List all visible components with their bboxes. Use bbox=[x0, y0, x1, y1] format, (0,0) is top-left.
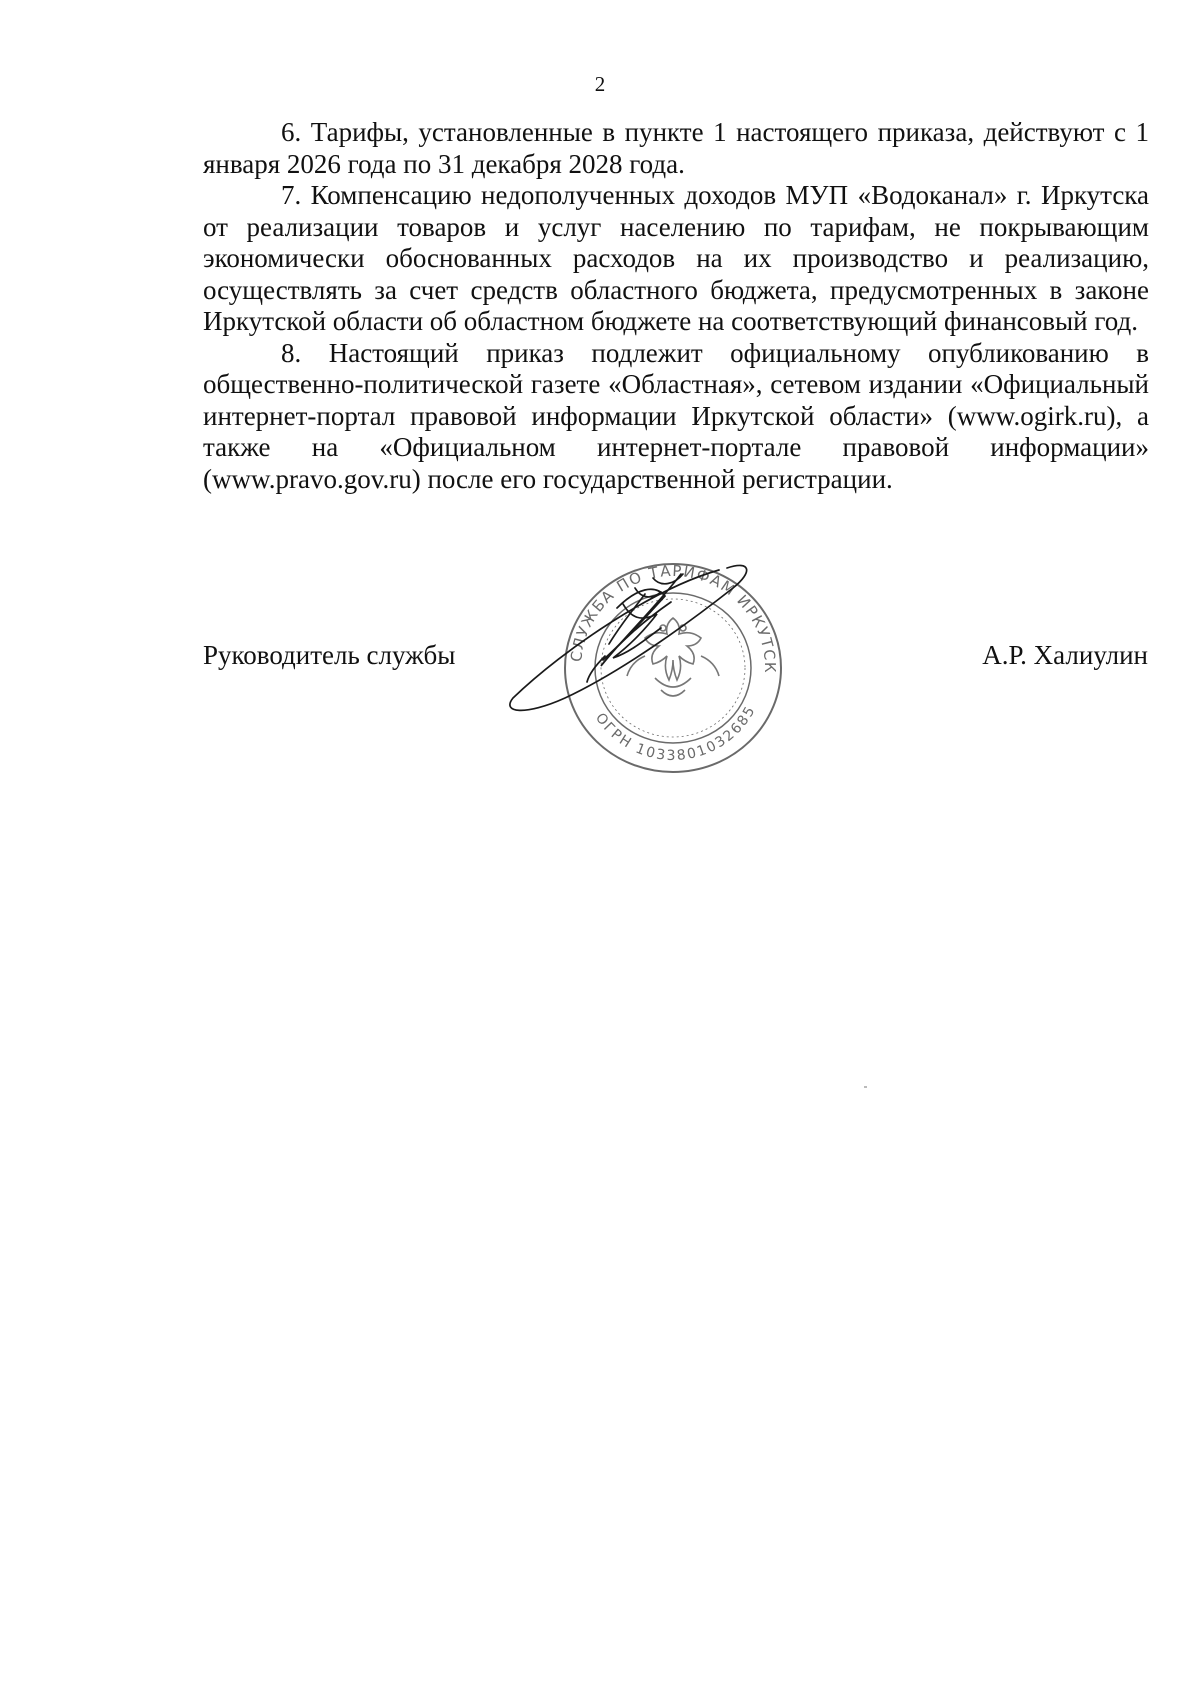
seal-text bbox=[548, 548, 779, 764]
signatory-position: Руководитель службы bbox=[203, 640, 456, 670]
signatory-name: А.Р. Халиулин bbox=[982, 640, 1148, 670]
seal-ogrn-text: ОГРН 1033801032685 bbox=[591, 702, 760, 765]
paragraph-7 bbox=[203, 180, 1149, 338]
seal-outer-text: СЛУЖБА ПО ТАРИФАМ ИРКУТСК bbox=[567, 561, 780, 675]
paragraph-7-text: 7. Компенсацию недополученных доходов МУП «Водоканал» г. Иркутска от реализации товаров и услуг населению по тарифам, не покрывающим экономически обоснованных расходов на их производство и реализацию, осуществлять за счет средств областного бюджета, предусмотренных в законе Иркутской области об областном бюджете на соответствующий финансовый год. bbox=[203, 180, 1149, 336]
paragraph-8 bbox=[203, 338, 1149, 496]
official-seal-with-signature bbox=[505, 548, 805, 788]
paragraph-6 bbox=[203, 117, 1149, 180]
page-number: 2 bbox=[594, 72, 606, 96]
paragraph-8-text: 8. Настоящий приказ подлежит официальному опубликованию в общественно-политической газете «Областная», сетевом издании «Официальный интернет-портал правовой информации Иркутской области» (www.ogirk.ru), а также на «Официальном интернет-портале правовой информации» (www.pravo.gov.ru) после его государственной регистрации. bbox=[203, 337, 1149, 494]
scan-speck bbox=[864, 1086, 867, 1088]
paragraph-6-text: 6. Тарифы, установленные в пункте 1 настоящего приказа, действуют с 1 января 2026 года по 31 декабря 2028 года. bbox=[203, 117, 1149, 179]
coat-of-arms-emblem bbox=[627, 618, 719, 696]
document-body bbox=[203, 117, 1149, 495]
